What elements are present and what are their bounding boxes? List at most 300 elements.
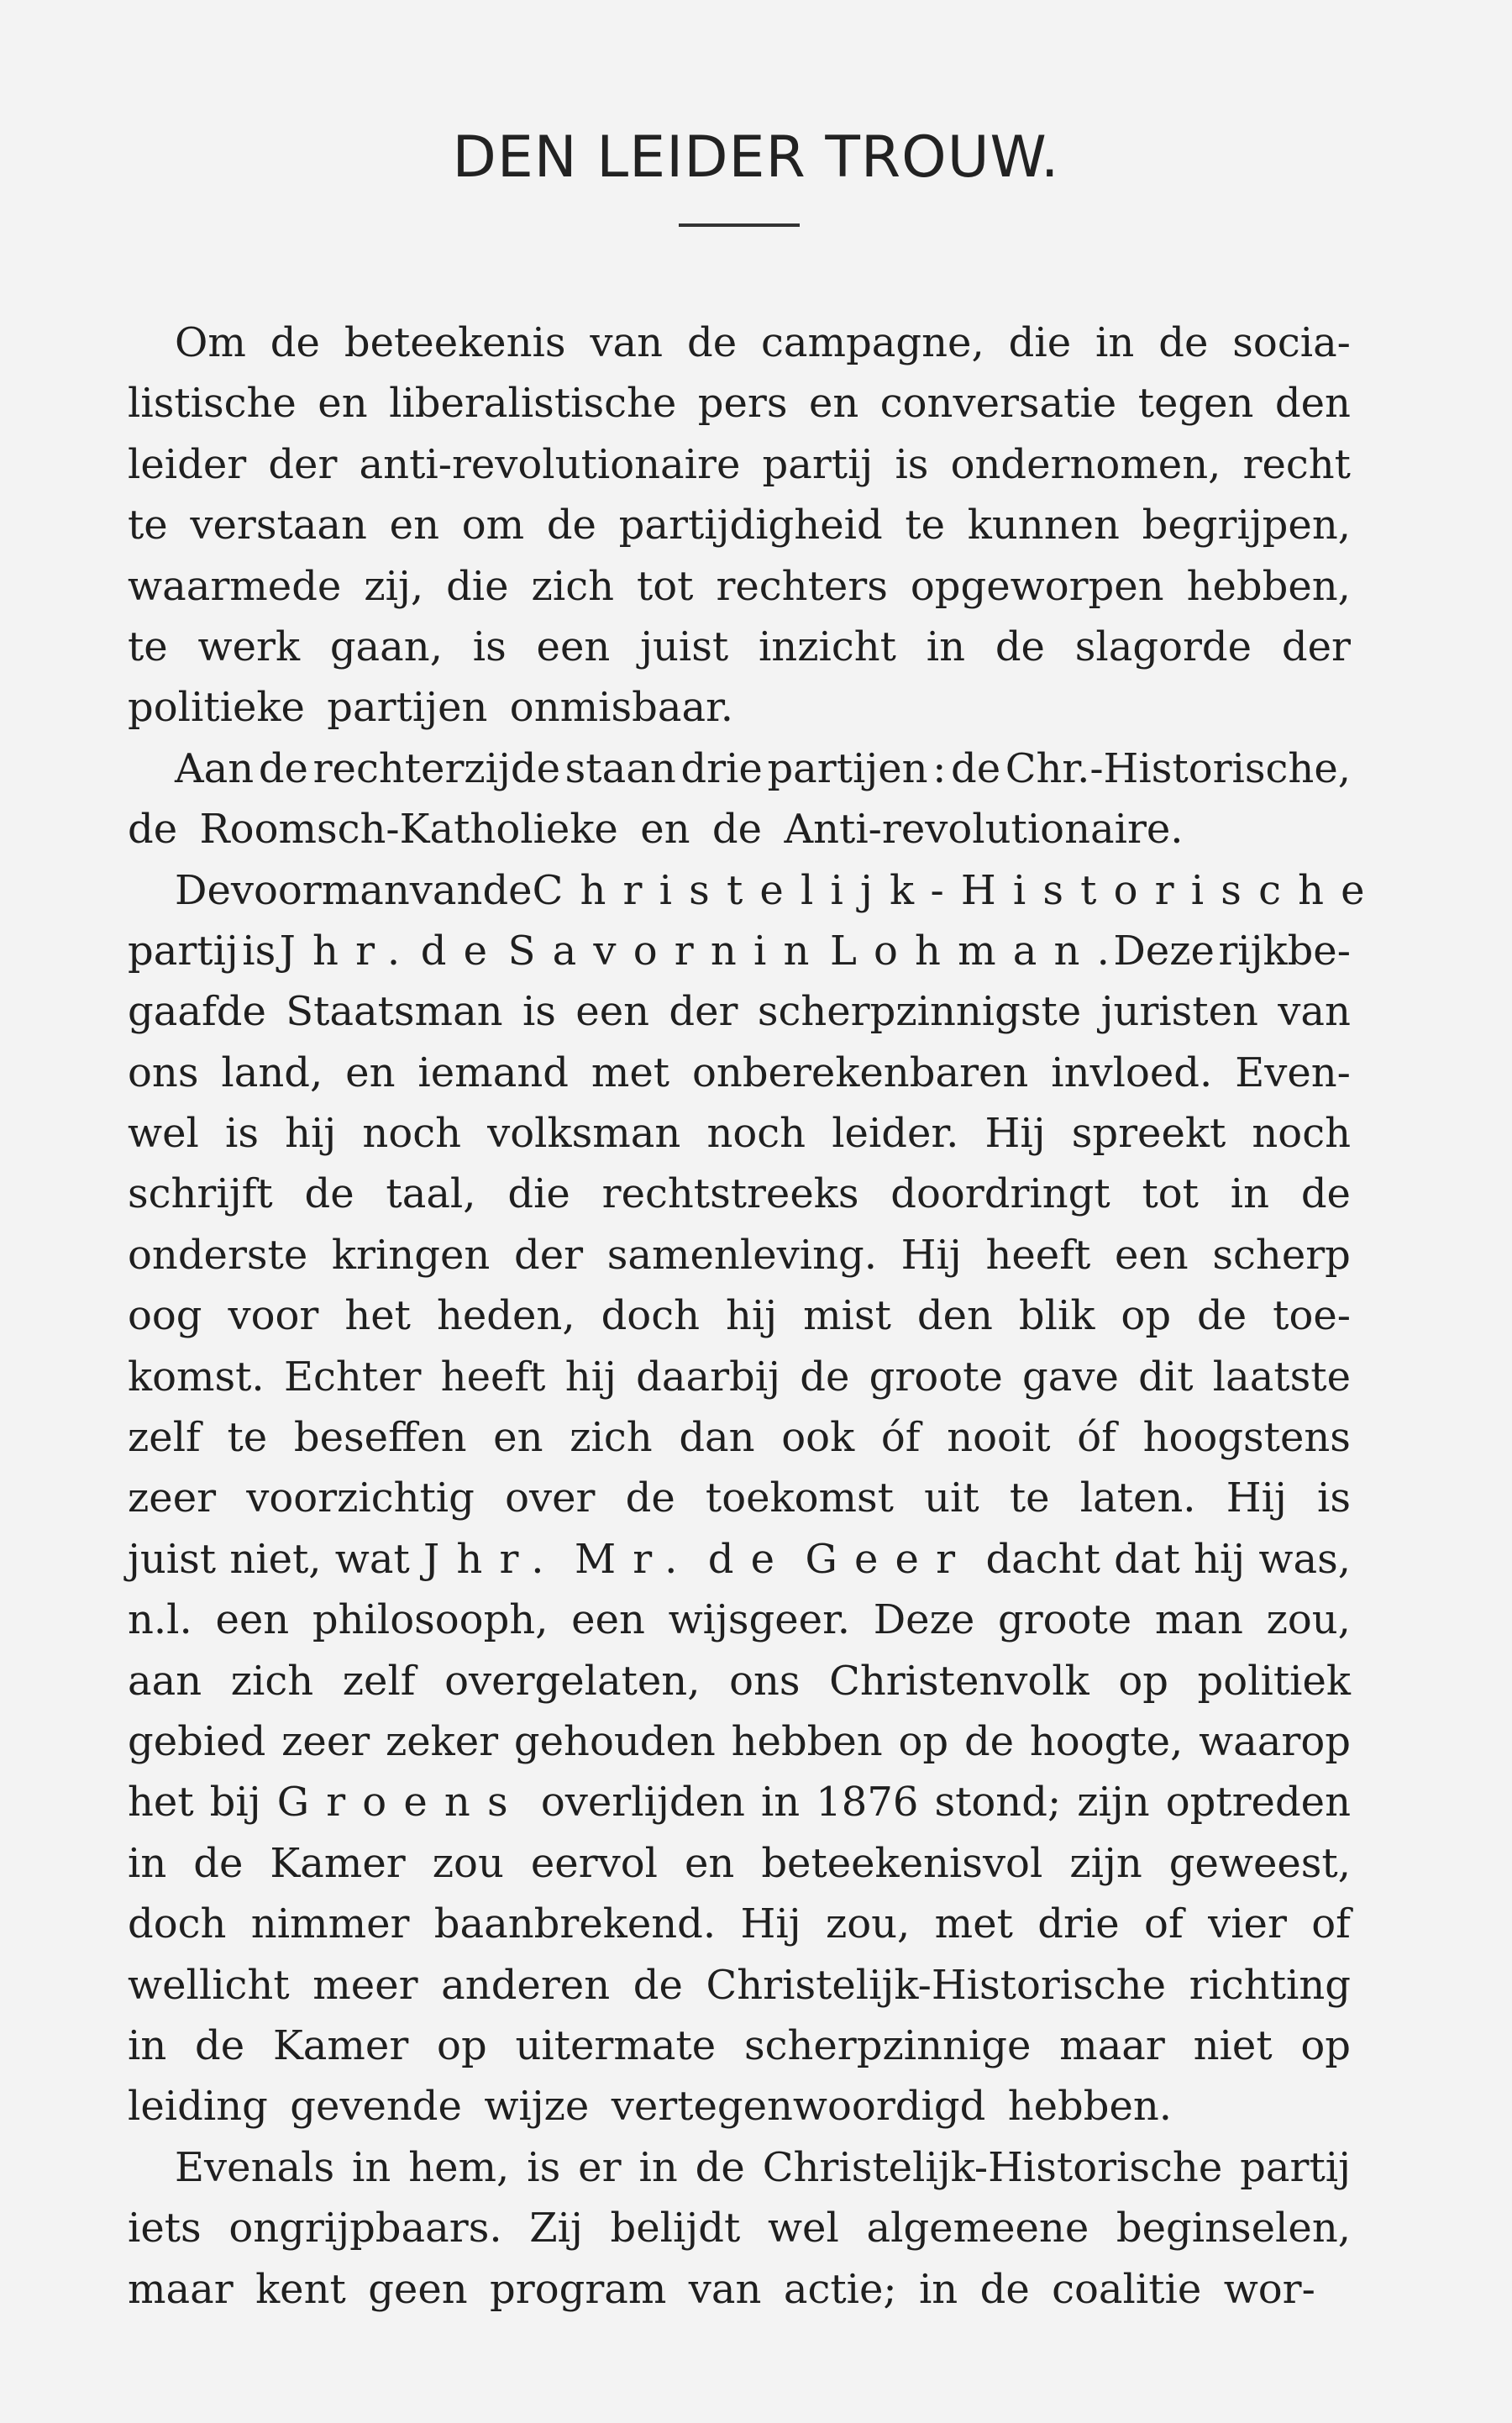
word: hem,	[408, 2143, 510, 2191]
word: de	[482, 866, 533, 914]
word: noch	[362, 1110, 462, 1158]
word: wel	[128, 1110, 199, 1158]
word: beseffen	[293, 1414, 467, 1462]
text-line	[128, 1347, 1351, 1407]
word: in	[638, 2143, 678, 2191]
word: bij	[209, 1779, 261, 1826]
word: in	[128, 1839, 167, 1887]
text-line	[128, 1894, 1351, 1954]
word: leiding	[128, 2083, 268, 2131]
word: zij,	[364, 562, 424, 610]
text-line	[128, 1711, 1351, 1772]
word: wijze	[484, 2083, 590, 2131]
word: partijdigheid	[618, 502, 883, 549]
word: recht	[1242, 440, 1351, 488]
word: rechterzijde	[312, 744, 561, 792]
word: partij	[128, 927, 239, 975]
word: belijdt	[610, 2205, 741, 2252]
word: toekomst	[705, 1474, 894, 1522]
word: Hij	[740, 1900, 801, 1948]
word: Anti-revolutionaire.	[784, 806, 1184, 854]
word: hoogte,	[1029, 1717, 1184, 1765]
word: heden,	[436, 1292, 575, 1340]
word: of	[1311, 1900, 1351, 1948]
word: zeker	[385, 1717, 499, 1765]
word: leider	[128, 440, 247, 488]
paragraph	[128, 2137, 1351, 2320]
text-line	[128, 1955, 1351, 2016]
text-line	[128, 1407, 1351, 1468]
word: is	[224, 1110, 259, 1158]
word: spreekt	[1071, 1110, 1226, 1158]
word: dacht	[985, 1535, 1100, 1583]
word: wat	[334, 1535, 410, 1583]
word: doordringt	[890, 1170, 1110, 1218]
word: tot	[636, 562, 694, 610]
word: laten.	[1079, 1474, 1196, 1522]
word: waarop	[1199, 1717, 1351, 1765]
word: samenleving.	[606, 1231, 877, 1279]
word: met	[591, 1049, 670, 1096]
text-line	[128, 1529, 1351, 1590]
text-line	[128, 2198, 1351, 2258]
word: en	[493, 1414, 543, 1462]
word: te	[128, 623, 168, 670]
word: Mr.	[574, 1535, 695, 1583]
word: tegen	[1137, 380, 1254, 428]
word: gebied	[128, 1717, 266, 1765]
word: 1876	[816, 1779, 919, 1826]
word: listische	[128, 380, 297, 428]
word: in	[1230, 1170, 1270, 1218]
word: Deze	[1113, 927, 1215, 975]
word: Aan	[175, 744, 255, 792]
word: de	[963, 1717, 1015, 1765]
word: zijn	[1069, 1839, 1142, 1887]
word: toe-	[1273, 1292, 1351, 1340]
word: actie;	[783, 2265, 897, 2313]
word: een	[536, 623, 611, 670]
word: rechters	[716, 562, 888, 610]
page-title: DEN LEIDER TROUW.	[452, 124, 1060, 191]
text-line	[128, 1164, 1351, 1224]
word: program	[490, 2265, 667, 2313]
text-line	[128, 556, 1351, 617]
word: Christelijk-Historische	[706, 1961, 1166, 2009]
word: geweest,	[1168, 1839, 1351, 1887]
text-line	[128, 2016, 1351, 2076]
word: wijsgeer.	[668, 1596, 850, 1644]
paragraph	[128, 738, 1351, 860]
text-line	[128, 2259, 1351, 2320]
word: het	[344, 1292, 411, 1340]
word: óf	[1077, 1414, 1116, 1462]
word: pers	[697, 380, 788, 428]
word: drie	[1037, 1900, 1120, 1948]
word: philosooph,	[312, 1596, 549, 1644]
word: Groens	[276, 1779, 525, 1826]
word: wel	[767, 2205, 839, 2252]
word: wellicht	[128, 1961, 290, 2009]
word: doch	[128, 1900, 227, 1948]
text-line	[128, 799, 1351, 859]
word: gevende	[290, 2083, 462, 2131]
word: Staatsman	[286, 988, 503, 1036]
word: mist	[803, 1292, 891, 1340]
word: die	[507, 1170, 570, 1218]
word: daarbij	[636, 1353, 780, 1401]
word: heeft	[985, 1231, 1091, 1279]
text-line	[128, 1772, 1351, 1832]
word: der	[513, 1231, 584, 1279]
word: der	[669, 988, 738, 1036]
word: van	[1278, 988, 1351, 1036]
word: Hij	[984, 1110, 1046, 1158]
word: uit	[924, 1474, 979, 1522]
word: zou,	[825, 1900, 911, 1948]
word: Hij	[900, 1231, 962, 1279]
word: op	[1300, 2021, 1351, 2069]
word: maar	[1059, 2021, 1165, 2069]
word: Zij	[529, 2205, 583, 2252]
word: Geer	[805, 1535, 973, 1583]
word: ondernomen,	[950, 440, 1221, 488]
word: liberalistische	[389, 380, 677, 428]
text-line	[128, 738, 1351, 799]
text-line	[128, 313, 1351, 373]
word: de	[979, 2265, 1030, 2313]
text-line	[128, 677, 1351, 738]
word: begrijpen,	[1142, 502, 1351, 549]
word: Kamer	[270, 1839, 406, 1887]
word: de	[546, 502, 596, 549]
word: een	[575, 988, 650, 1036]
word: Lohman.	[829, 927, 1110, 975]
word: op	[1121, 1292, 1172, 1340]
text-line	[128, 860, 1382, 921]
word: partij	[762, 440, 874, 488]
word: zelf	[342, 1657, 416, 1705]
word: is	[895, 440, 929, 488]
word: de	[195, 2021, 245, 2069]
word: niet,	[229, 1535, 322, 1583]
word: is	[1317, 1474, 1351, 1522]
word: komst.	[128, 1353, 265, 1401]
word: eervol	[530, 1839, 658, 1887]
word: Echter	[283, 1353, 422, 1401]
word: met	[934, 1900, 1013, 1948]
word: n.l.	[128, 1596, 192, 1644]
paragraph	[128, 860, 1382, 2137]
word: hij	[1193, 1535, 1246, 1583]
word: kent	[255, 2265, 346, 2313]
word: de	[995, 623, 1045, 670]
word: inzicht	[758, 623, 896, 670]
word: zich	[531, 562, 614, 610]
word: blik	[1018, 1292, 1095, 1340]
word: vier	[1208, 1900, 1287, 1948]
word: schrijft	[128, 1170, 273, 1218]
word: zich	[570, 1414, 653, 1462]
word: zelf	[128, 1414, 201, 1462]
word: campagne,	[761, 319, 984, 366]
body-text	[128, 313, 1382, 2320]
word: over	[505, 1474, 596, 1522]
word: gave	[1022, 1353, 1119, 1401]
word: voorman	[230, 866, 410, 914]
word: tot	[1142, 1170, 1199, 1218]
word: beteekenis	[344, 319, 566, 366]
word: een	[215, 1596, 290, 1644]
word: onderste	[128, 1231, 308, 1279]
word: Christelijk-Historische	[762, 2143, 1223, 2191]
word: richting	[1189, 1961, 1351, 2009]
text-line	[128, 1225, 1351, 1285]
word: anderen	[441, 1961, 611, 2009]
word: en	[318, 380, 368, 428]
word: Kamer	[272, 2021, 409, 2069]
word: anti-revolutionaire	[359, 440, 741, 488]
word: het	[128, 1779, 194, 1826]
text-line	[128, 495, 1351, 555]
word: gehouden	[513, 1717, 716, 1765]
word: de	[951, 744, 1001, 792]
text-line	[128, 1468, 1351, 1528]
word: de	[633, 1961, 683, 2009]
word: der	[1281, 623, 1351, 670]
word: opgeworpen	[910, 562, 1164, 610]
word: van	[590, 319, 664, 366]
word: de	[258, 744, 308, 792]
word: de	[270, 319, 320, 366]
word: politiek	[1197, 1657, 1351, 1705]
word: voorzichtig	[246, 1474, 475, 1522]
word: groote	[997, 1596, 1132, 1644]
word: en	[345, 1049, 396, 1096]
word: beteekenisvol	[761, 1839, 1043, 1887]
text-line	[128, 1833, 1351, 1894]
word: óf	[880, 1414, 921, 1462]
word: de	[711, 806, 763, 854]
text-line	[128, 2137, 1351, 2198]
word: de	[800, 1353, 850, 1401]
title-rule	[679, 223, 800, 227]
word: zou,	[1266, 1596, 1351, 1644]
word: den	[1274, 380, 1351, 428]
word: :	[932, 744, 947, 792]
word: nimmer	[250, 1900, 410, 1948]
word: scherpzinnigste	[757, 988, 1082, 1036]
word: staan	[564, 744, 676, 792]
word: van	[688, 2265, 762, 2313]
word: taal,	[386, 1170, 476, 1218]
word: heeft	[440, 1353, 546, 1401]
word: Chr.-Historische,	[1005, 744, 1351, 792]
word: Jhr.	[423, 1535, 561, 1583]
word: de	[420, 927, 505, 975]
word: politieke	[128, 684, 305, 732]
word: de	[686, 319, 738, 366]
word: juist	[640, 623, 729, 670]
word: beginselen,	[1116, 2205, 1351, 2252]
word: te	[128, 502, 168, 549]
word: ongrijpbaars.	[228, 2205, 502, 2252]
word: Hij	[1226, 1474, 1287, 1522]
word: de	[1300, 1170, 1351, 1218]
word: stond;	[934, 1779, 1062, 1826]
word: Christelijk-Historische	[532, 866, 1382, 914]
word: ons	[729, 1657, 801, 1705]
word: Jhr.	[279, 927, 417, 975]
word: is	[527, 2143, 561, 2191]
word: overlijden	[540, 1779, 745, 1826]
word: drie	[680, 744, 763, 792]
word: Evenals	[175, 2143, 335, 2191]
word: te	[905, 502, 946, 549]
word: hij	[564, 1353, 617, 1401]
word: overgelaten,	[444, 1657, 701, 1705]
word: rijkbe-	[1218, 927, 1351, 975]
word: juristen	[1100, 988, 1258, 1036]
word: zich	[230, 1657, 314, 1705]
word: de	[1158, 319, 1209, 366]
word: laatste	[1212, 1353, 1351, 1401]
word: Christenvolk	[829, 1657, 1089, 1705]
word: onberekenbaren	[692, 1049, 1029, 1096]
word: is	[472, 623, 507, 670]
paragraph	[128, 313, 1351, 738]
word: dat	[1114, 1535, 1180, 1583]
word: gaan,	[329, 623, 443, 670]
word: invloed.	[1051, 1049, 1213, 1096]
word: zeer	[128, 1474, 217, 1522]
word: scherp	[1212, 1231, 1351, 1279]
word: doch	[601, 1292, 700, 1340]
word: de	[304, 1170, 354, 1218]
word: algemeene	[866, 2205, 1089, 2252]
word: op	[437, 2021, 487, 2069]
word: kunnen	[967, 502, 1120, 549]
word: partijen	[767, 744, 928, 792]
word: kringen	[331, 1231, 491, 1279]
word: en	[808, 380, 859, 428]
text-line	[128, 434, 1351, 495]
word: der	[268, 440, 338, 488]
word: noch	[706, 1110, 806, 1158]
word: er	[578, 2143, 622, 2191]
word: hebben,	[1186, 562, 1351, 610]
word: de	[625, 1474, 675, 1522]
word: werk	[197, 623, 301, 670]
word: coalitie	[1052, 2265, 1202, 2313]
word: voor	[228, 1292, 319, 1340]
text-line	[128, 2076, 1351, 2137]
word: land,	[221, 1049, 323, 1096]
word: man	[1154, 1596, 1243, 1644]
word: onmisbaar.	[509, 684, 733, 732]
word: slagorde	[1074, 623, 1252, 670]
word: Deze	[873, 1596, 975, 1644]
word: is	[522, 988, 556, 1036]
word: conversatie	[879, 380, 1117, 428]
word: de	[1197, 1292, 1247, 1340]
text-line	[128, 1043, 1351, 1103]
word: de	[695, 2143, 745, 2191]
word: die	[446, 562, 509, 610]
word: op	[898, 1717, 949, 1765]
word: in	[1095, 319, 1135, 366]
word: in	[926, 623, 966, 670]
word: aan	[128, 1657, 202, 1705]
word: volksman	[487, 1110, 681, 1158]
word: op	[1118, 1657, 1168, 1705]
word: te	[227, 1414, 268, 1462]
word: zeer	[281, 1717, 370, 1765]
word: gaafde	[128, 988, 266, 1036]
word: uitermate	[515, 2021, 717, 2069]
word: in	[918, 2265, 958, 2313]
word: dan	[679, 1414, 755, 1462]
word: en	[640, 806, 690, 854]
word: de	[707, 1535, 792, 1583]
word: dit	[1138, 1353, 1194, 1401]
word: niet	[1193, 2021, 1273, 2069]
word: zou	[432, 1839, 504, 1887]
text-line	[128, 1590, 1351, 1650]
word: groote	[869, 1353, 1003, 1401]
word: zijn	[1077, 1779, 1150, 1826]
word: en	[684, 1839, 735, 1887]
word: ons	[128, 1049, 199, 1096]
word: maar	[128, 2265, 234, 2313]
word: noch	[1252, 1110, 1351, 1158]
word: wor-	[1223, 2265, 1315, 2313]
word: Roomsch-Katholieke	[199, 806, 618, 854]
word: Even-	[1235, 1049, 1351, 1096]
word: partij	[1240, 2143, 1351, 2191]
word: optreden	[1165, 1779, 1351, 1826]
word: de	[128, 806, 178, 854]
word: leider.	[832, 1110, 959, 1158]
word: den	[916, 1292, 993, 1340]
word: iets	[128, 2205, 202, 2252]
word: iemand	[417, 1049, 569, 1096]
word: scherpzinnige	[743, 2021, 1032, 2069]
word: verstaan	[190, 502, 367, 549]
word: meer	[312, 1961, 418, 2009]
word: was,	[1258, 1535, 1351, 1583]
text-line	[128, 921, 1351, 981]
word: hij	[285, 1110, 337, 1158]
word: waarmede	[128, 562, 342, 610]
text-line	[128, 617, 1351, 677]
word: hebben.	[1007, 2083, 1173, 2131]
text-line	[128, 1103, 1351, 1164]
word: baanbrekend.	[433, 1900, 717, 1948]
word: de	[193, 1839, 244, 1887]
word: partijen	[327, 684, 488, 732]
word: die	[1008, 319, 1072, 366]
text-line	[128, 373, 1351, 434]
word: socia-	[1232, 319, 1351, 366]
word: in	[760, 1779, 801, 1826]
word: nooit	[947, 1414, 1051, 1462]
word: een	[571, 1596, 645, 1644]
text-line	[128, 981, 1351, 1042]
word: De	[175, 866, 231, 914]
word: een	[1114, 1231, 1189, 1279]
word: geen	[368, 2265, 468, 2313]
